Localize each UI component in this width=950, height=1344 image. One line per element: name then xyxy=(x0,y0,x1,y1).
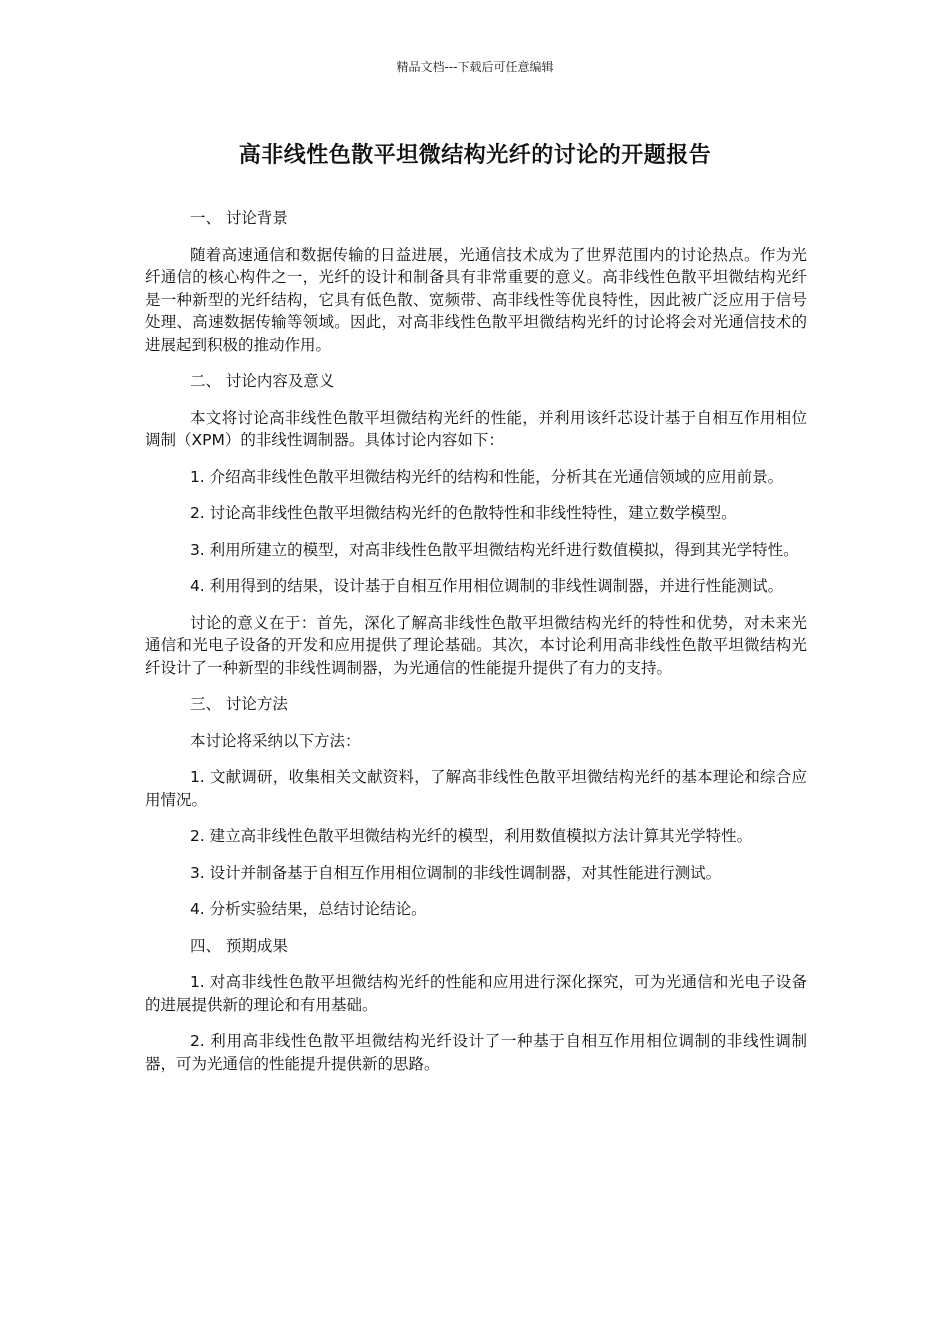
list-item-method-2: 2. 建立高非线性色散平坦微结构光纤的模型，利用数值模拟方法计算其光学特性。 xyxy=(189,827,753,845)
list-item-content-4: 4. 利用得到的结果，设计基于自相互作用相位调制的非线性调制器，并进行性能测试。 xyxy=(189,577,784,595)
document-body xyxy=(145,207,807,1089)
list-item-method-1: 1. 文献调研，收集相关文献资料，了解高非线性色散平坦微结构光纤的基本理论和综合应用情况。 xyxy=(145,768,807,809)
document-title: 高非线性色散平坦微结构光纤的讨论的开题报告 xyxy=(238,143,712,168)
list-item-outcome-1: 1. 对高非线性色散平坦微结构光纤的性能和应用进行深化探究，可为光通信和光电子设备的进展提供新的理论和有用基础。 xyxy=(145,973,807,1014)
list-item-content-2: 2. 讨论高非线性色散平坦微结构光纤的色散特性和非线性特性，建立数学模型。 xyxy=(189,504,737,522)
section-heading-content: 二、 讨论内容及意义 xyxy=(189,372,335,390)
list-item-content-1: 1. 介绍高非线性色散平坦微结构光纤的结构和性能，分析其在光通信领域的应用前景。 xyxy=(189,467,784,486)
section-heading-methods: 三、 讨论方法 xyxy=(189,695,288,713)
paragraph-significance: 讨论的意义在于：首先，深化了解高非线性色散平坦微结构光纤的特性和优势，对未来光通信和光电子设备的开发和应用提供了理论基础。其次，本讨论利用高非线性色散平坦微结构光纤设计了一种新型的非线性调制器，为光通信的性能提升提供了有力的支持。 xyxy=(145,613,807,677)
list-item-outcome-2: 2. 利用高非线性色散平坦微结构光纤设计了一种基于自相互作用相位调制的非线性调制器，可为光通信的性能提升提供新的思路。 xyxy=(145,1032,807,1073)
paragraph-content-intro: 本文将讨论高非线性色散平坦微结构光纤的性能，并利用该纤芯设计基于自相互作用相位调制（XPM）的非线性调制器。具体讨论内容如下： xyxy=(145,408,807,449)
section-heading-outcomes: 四、 预期成果 xyxy=(189,936,288,955)
list-item-method-3: 3. 设计并制备基于自相互作用相位调制的非线性调制器，对其性能进行测试。 xyxy=(189,863,722,882)
paragraph-methods-intro: 本讨论将采纳以下方法： xyxy=(189,731,361,750)
section-heading-background: 一、 讨论背景 xyxy=(189,209,288,227)
list-item-content-3: 3. 利用所建立的模型，对高非线性色散平坦微结构光纤进行数值模拟，得到其光学特性。 xyxy=(189,540,799,559)
paragraph-background: 随着高速通信和数据传输的日益进展，光通信技术成为了世界范围内的讨论热点。作为光纤通信的核心构件之一，光纤的设计和制备具有非常重要的意义。高非线性色散平坦微结构光纤是一种新型的光纤结构，它具有低色散、宽频带、高非线性等优良特性，因此被广泛应用于信号处理、高速数据传输等领域。因此，对高非线性色散平坦微结构光纤的讨论将会对光通信技术的进展起到积极的推动作用。 xyxy=(145,245,807,354)
list-item-method-4: 4. 分析实验结果，总结讨论结论。 xyxy=(189,900,427,918)
header-note: 精品文档---下载后可任意编辑 xyxy=(396,60,554,74)
